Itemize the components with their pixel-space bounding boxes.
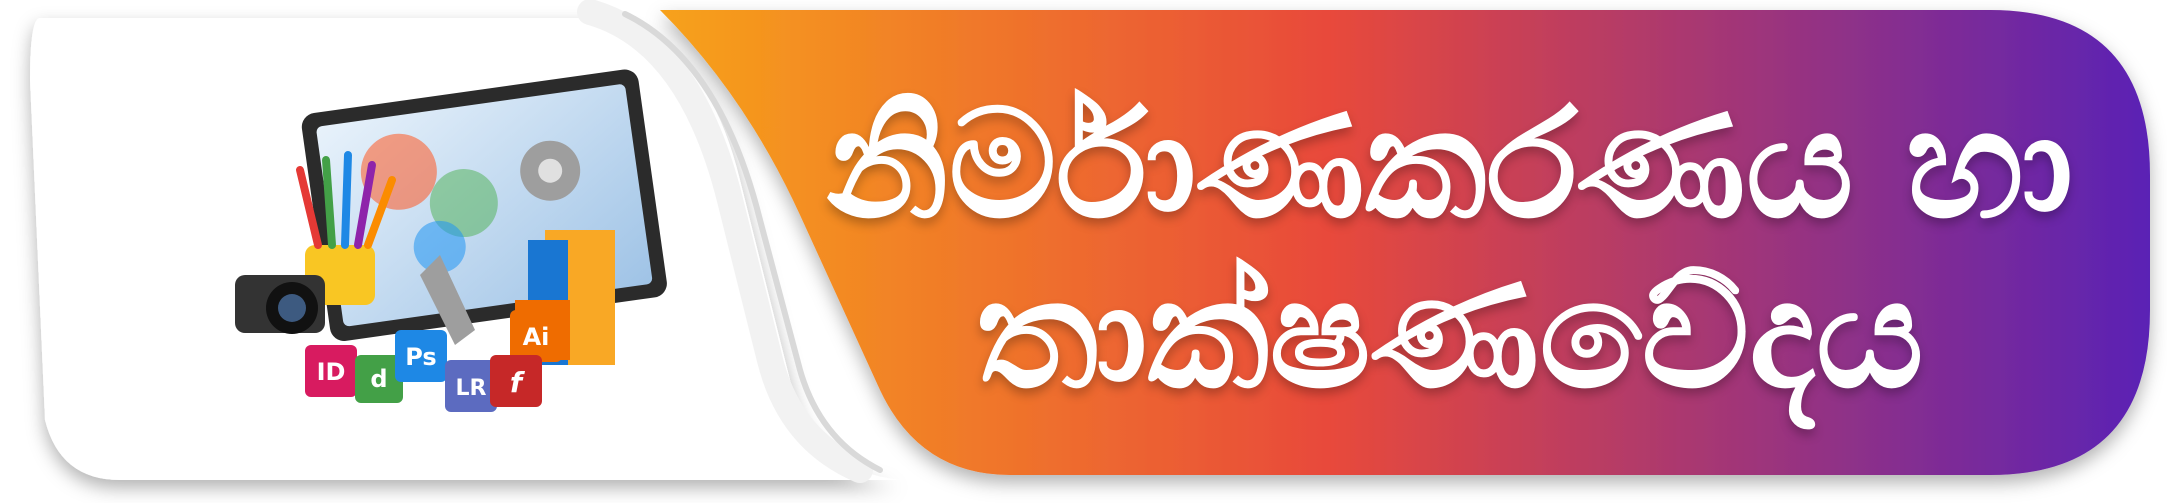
- tile-label: d: [370, 365, 388, 393]
- title-line-1: නිර්මාණකරණය හා: [826, 78, 2074, 252]
- tile-label: f: [509, 366, 523, 399]
- tile-label: Ai: [522, 323, 550, 351]
- tile-label: ID: [316, 358, 346, 386]
- tile-label: Ps: [405, 343, 437, 371]
- title-line-2: තාක්ෂණවේදය: [976, 248, 1924, 422]
- tile-label: LR: [455, 376, 487, 401]
- banner-title: [780, 60, 2120, 440]
